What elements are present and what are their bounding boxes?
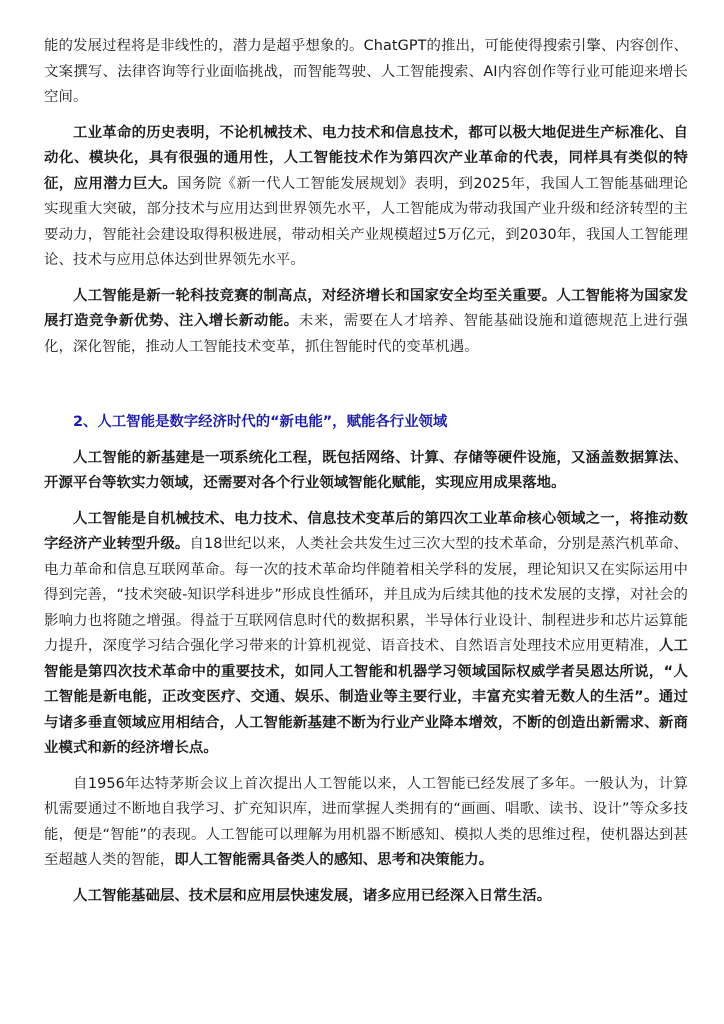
paragraph-tech-competition (44, 284, 688, 361)
paragraph-ai-history (44, 772, 688, 874)
paragraph-industrial-revolution (44, 121, 688, 274)
bold-text: 人工智能是第四次技术革命中的重要技术，如同人工智能和机器学习领域国际权威学者吴恩达所说，“人工智能是新电能，正改变医疗、交通、娱乐、制造业等主要行业，丰富充实着无数人的生活”。通过与诸多垂直领域应用相结合，人工智能新基建不断为行业产业降本增效，不断的创造出新需求、新商业模式和新的经济增长点。 (44, 638, 689, 756)
paragraph-fourth-revolution (44, 507, 688, 762)
paragraph-text: 国务院《新一代人工智能发展规划》表明，到2025年，我国人工智能基础理论实现重大突破，部分技术与应用达到世界领先水平，人工智能成为带动我国产业升级和经济转型的主要动力，智能社会建设取得积极进展，带动相关产业规模超过5万亿元，到2030年，我国人工智能理论、技术与应用总体达到世界领先水平。 (44, 175, 688, 268)
bold-text: 人工智能是新一轮科技竞赛的制高点，对经济增长和国家安全均至关重要。人工智能将为国家发展打造竞争新优势、注入增长新动能。 (44, 287, 688, 329)
bold-text: 人工智能的新基建是一项系统化工程，既包括网络、计算、存储等硬件设施，又涵盖数据算法、开源平台等软实力领域，还需要对各个行业领域智能化赋能，实现应用成果落地。 (44, 449, 688, 491)
bold-text: 工业革命的历史表明，不论机械技术、电力技术和信息技术，都可以极大地促进生产标准化、自动化、模块化，具有很强的通用性，人工智能技术作为第四次产业革命的代表，同样具有类似的特征，应用潜力巨大。 (44, 124, 688, 192)
paragraph-text: 能的发展过程将是非线性的，潜力是超乎想象的。ChatGPT的推出，可能使得搜索引擎、内容创作、文案撰写、法律咨询等行业面临挑战，而智能驾驶、人工智能搜索、AI内容创作等行业可能迎来增长空间。 (44, 38, 688, 105)
paragraph-ai-layers (44, 884, 688, 910)
document-page (44, 34, 688, 909)
paragraph-new-infrastructure (44, 446, 688, 497)
bold-text: 人工智能是自机械技术、电力技术、信息技术变革后的第四次工业革命核心领域之一，将推动数字经济产业转型升级。 (44, 510, 688, 552)
section-heading: 2、人工智能是数字经济时代的“新电能”，赋能各行业领域 (73, 414, 448, 430)
paragraph-text: 自18世纪以来，人类社会共发生过三次大型的技术革命，分别是蒸汽机革命、电力革命和信息互联网革命。每一次的技术革命均伴随着相关学科的发展，理论知识又在实际运用中得到完善，“技术突破-知识学科进步”形成良性循环，并且成为后续其他的技术发展的支撑，对社会的影响力也将随之增强。得益于互联网信息时代的数据积累，半导体行业设计、制程进步和芯片运算能力提升，深度学习结合强化学习带来的计算机视觉、语音技术、自然语言处理技术应用更精准， (44, 536, 688, 654)
paragraph-text: 自1956年达特茅斯会议上首次提出人工智能以来，人工智能已经发展了多年。一般认为，计算机需要通过不断地自我学习、扩充知识库，进而掌握人类拥有的“画画、唱歌、读书、设计”等众多技能，便是“智能”的表现。人工智能可以理解为用机器不断感知、模拟人类的思维过程，使机器达到甚至超越人类的智能， (44, 775, 688, 868)
bold-text: 人工智能基础层、技术层和应用层快速发展，诸多应用已经深入日常生活。 (73, 887, 552, 904)
bold-text: 即人工智能需具备类人的感知、思考和决策能力。 (174, 852, 494, 868)
paragraph-ai-potential (44, 34, 688, 111)
paragraph-text: 未来，需要在人才培养、智能基础设施和道德规范上进行强化，深化智能，推动人工智能技术变革，抓住智能时代的变革机遇。 (44, 313, 689, 355)
